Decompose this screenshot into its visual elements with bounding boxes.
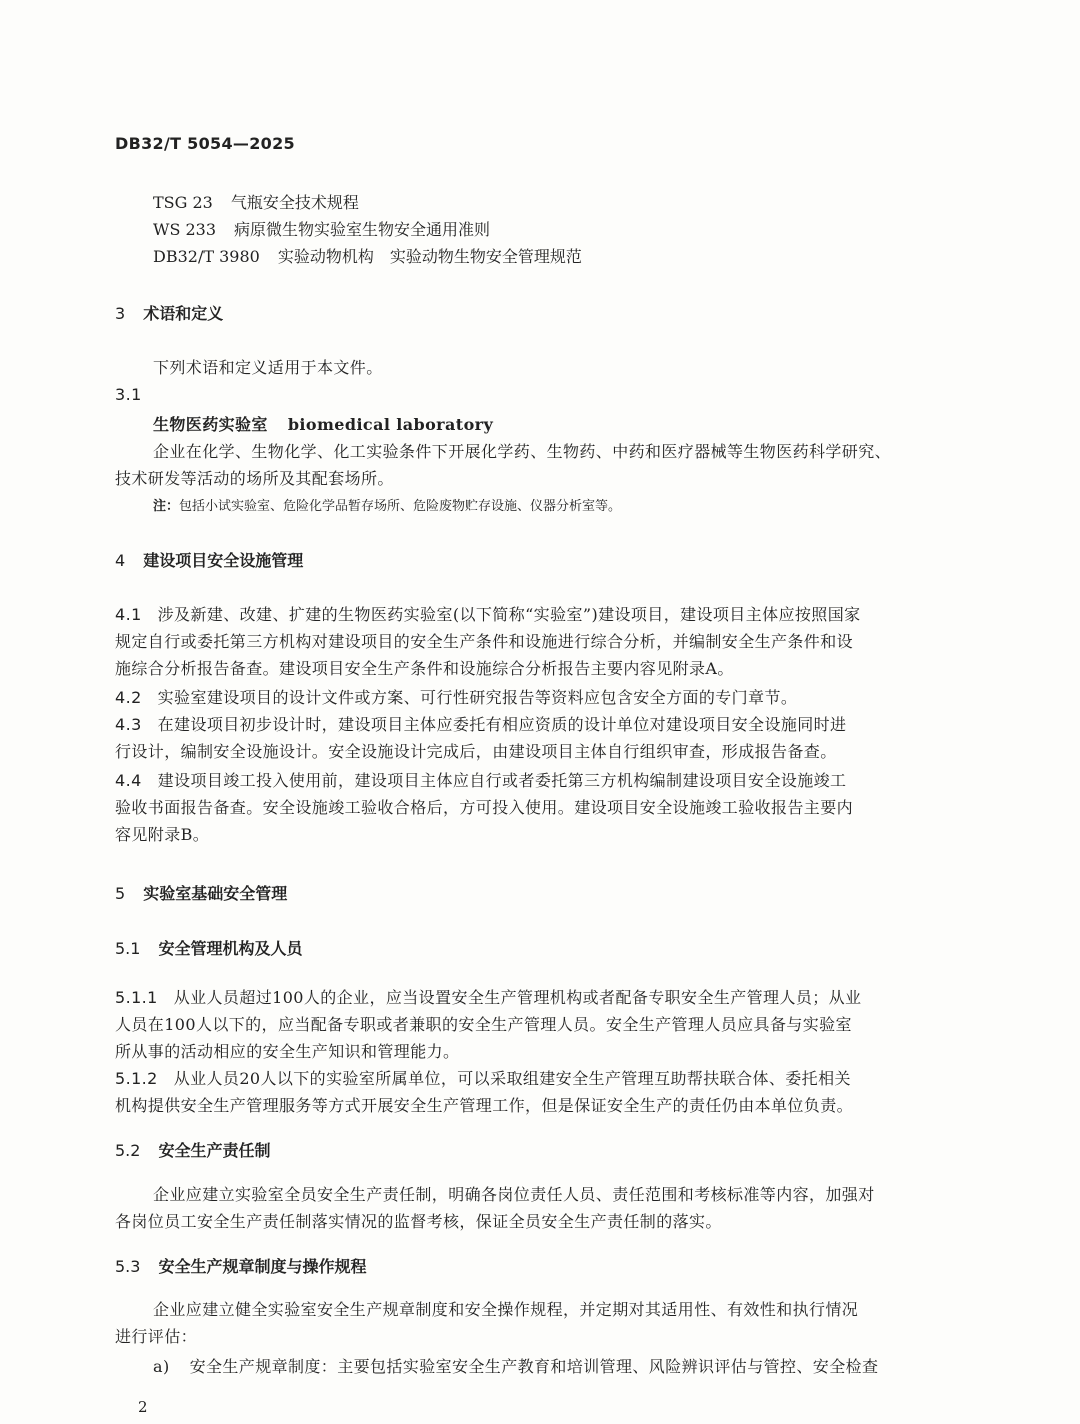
section-number: 3: [115, 304, 126, 323]
note: [153, 495, 621, 514]
clause-line: [115, 1066, 851, 1089]
clause-number: 4.1: [115, 605, 142, 624]
paragraph-line: 技术研发等活动的场所及其配套场所。: [115, 469, 394, 488]
clause-line: [115, 712, 846, 735]
paragraph-line: 规定自行或委托第三方机构对建设项目的安全生产条件和设施进行综合分析，并编制安全生产条件和设: [115, 632, 854, 651]
reference-code: TSG 23: [153, 193, 213, 212]
term-entry: [153, 412, 493, 435]
section-heading: [115, 301, 223, 324]
list-item-label: a): [153, 1357, 170, 1376]
paragraph-line: 企业在化学、生物化学、化工实验条件下开展化学药、生物药、中药和医疗器械等生物医药科学研究、: [153, 442, 892, 461]
paragraph-line: 进行评估：: [115, 1327, 198, 1346]
clause-text: 从业人员20人以下的实验室所属单位，可以采取组建安全生产管理互助帮扶联合体、委托相关: [173, 1069, 851, 1088]
paragraph-line: 企业应建立实验室全员安全生产责任制，明确各岗位责任人员、责任范围和考核标准等内容，加强对: [153, 1185, 875, 1204]
reference-item: [153, 217, 490, 240]
paragraph-line: 企业应建立健全实验室安全生产规章制度和安全操作规程，并定期对其适用性、有效性和执行情况: [153, 1300, 859, 1319]
section-title: 实验室基础安全管理: [143, 884, 288, 903]
clause-line: [115, 768, 846, 791]
clause-text: 在建设项目初步设计时，建设项目主体应委托有相应资质的设计单位对建设项目安全设施同时进: [157, 715, 847, 734]
subsection-title: 安全生产责任制: [158, 1141, 271, 1160]
note-text: 包括小试实验室、危险化学品暂存场所、危险废物贮存设施、仪器分析室等。: [179, 499, 622, 514]
paragraph-line: 容见附录B。: [115, 825, 210, 844]
section-title: 建设项目安全设施管理: [143, 551, 304, 570]
reference-title: 气瓶安全技术规程: [230, 193, 359, 212]
reference-title: 病原微生物实验室生物安全通用准则: [234, 220, 491, 239]
paragraph-line: 下列术语和定义适用于本文件。: [153, 358, 383, 377]
reference-code: DB32/T 3980: [153, 247, 260, 266]
subsection-number: 5.2: [115, 1141, 141, 1160]
clause-number: 4.2: [115, 688, 142, 707]
reference-title: 实验动物机构 实验动物生物安全管理规范: [277, 247, 582, 266]
section-number: 4: [115, 551, 126, 570]
paragraph-line: 验收书面报告备查。安全设施竣工验收合格后，方可投入使用。建设项目安全设施竣工验收报告主要内: [115, 798, 854, 817]
reference-item: [153, 244, 582, 267]
clause-line: [115, 602, 861, 625]
clause-number: 5.1.2: [115, 1069, 158, 1088]
section-heading: [115, 881, 287, 904]
subsection-title: 安全管理机构及人员: [158, 939, 303, 958]
paragraph-line: 行设计，编制安全设施设计。安全设施设计完成后，由建设项目主体自行组织审查，形成报告备查。: [115, 742, 837, 761]
subsection-number: 5.3: [115, 1257, 141, 1276]
clause-number: 4.4: [115, 771, 142, 790]
section-number: 5: [115, 884, 126, 903]
clause-text: 从业人员超过100人的企业，应当设置安全生产管理机构或者配备专职安全生产管理人员；从业: [173, 988, 862, 1007]
reference-item: [153, 190, 359, 213]
list-item: [153, 1354, 878, 1377]
subsection-heading: [115, 1254, 366, 1277]
subsection-heading: [115, 1138, 270, 1161]
document-id: DB32/T 5054—2025: [115, 134, 295, 153]
clause-number: 4.3: [115, 715, 142, 734]
paragraph-line: 所从事的活动相应的安全生产知识和管理能力。: [115, 1042, 460, 1061]
term-number: 3.1: [115, 385, 142, 404]
subsection-title: 安全生产规章制度与操作规程: [158, 1257, 367, 1276]
reference-code: WS 233: [153, 220, 217, 239]
paragraph-line: 人员在100人以下的，应当配备专职或者兼职的安全生产管理人员。安全生产管理人员应具备与实验室: [115, 1015, 852, 1034]
page-number: 2: [138, 1398, 148, 1416]
paragraph-line: 机构提供安全生产管理服务等方式开展安全生产管理工作，但是保证安全生产的责任仍由本单位负责。: [115, 1096, 854, 1115]
clause-text: 涉及新建、改建、扩建的生物医药实验室(以下简称“实验室”)建设项目，建设项目主体应按照国家: [157, 605, 861, 624]
clause-line: [115, 685, 797, 708]
clause-text: 实验室建设项目的设计文件或方案、可行性研究报告等资料应包含安全方面的专门章节。: [157, 688, 798, 707]
paragraph-line: 施综合分析报告备查。建设项目安全生产条件和设施综合分析报告主要内容见附录A。: [115, 659, 734, 678]
clause-line: [115, 985, 861, 1008]
section-heading: [115, 548, 303, 571]
list-item-text: 安全生产规章制度：主要包括实验室安全生产教育和培训管理、风险辨识评估与管控、安全检查: [189, 1357, 879, 1376]
clause-text: 建设项目竣工投入使用前，建设项目主体应自行或者委托第三方机构编制建设项目安全设施竣工: [157, 771, 847, 790]
subsection-heading: [115, 936, 302, 959]
subsection-number: 5.1: [115, 939, 141, 958]
term-chinese: 生物医药实验室: [153, 415, 268, 434]
paragraph-line: 各岗位员工安全生产责任制落实情况的监督考核，保证全员安全生产责任制的落实。: [115, 1212, 722, 1231]
note-label: 注：: [153, 499, 180, 514]
section-title: 术语和定义: [143, 304, 224, 323]
term-english: biomedical laboratory: [287, 415, 494, 434]
clause-number: 5.1.1: [115, 988, 158, 1007]
